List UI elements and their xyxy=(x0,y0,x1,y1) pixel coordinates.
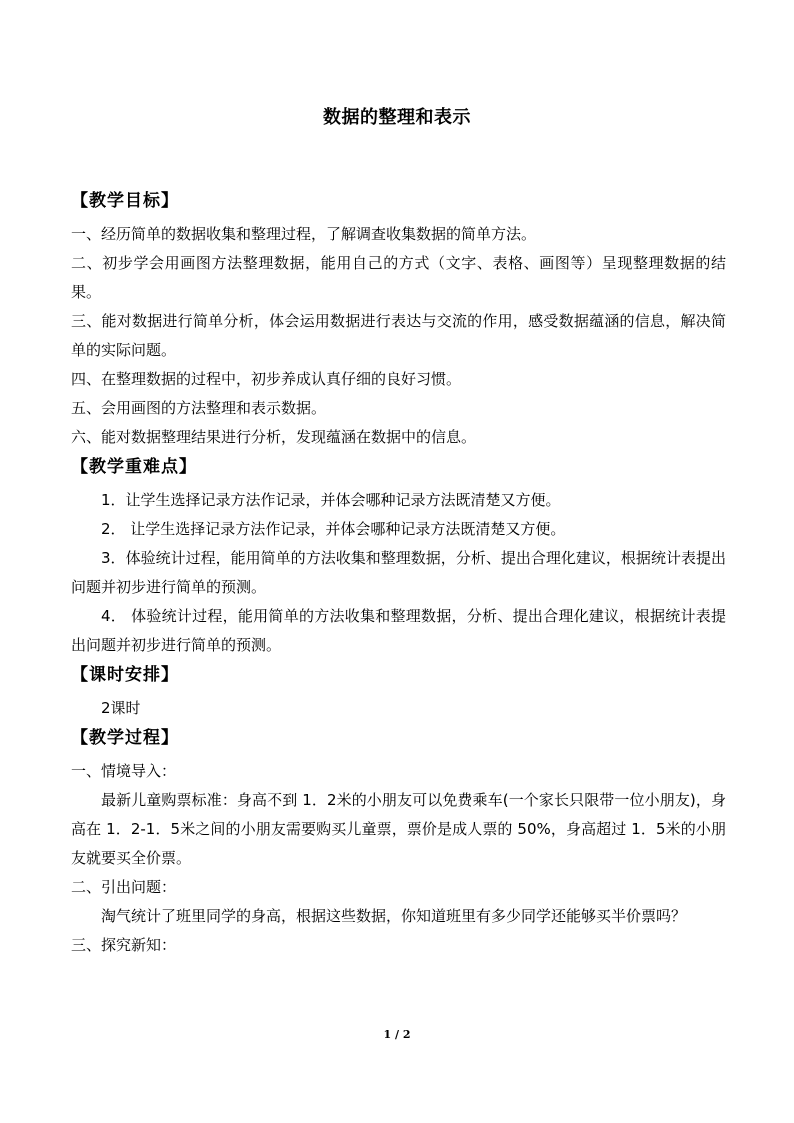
key-point-item: 2． 让学生选择记录方法作记录，并体会哪种记录方法既清楚又方便。 xyxy=(101,520,566,538)
goal-item: 三、能对数据进行简单分析，体会运用数据进行表达与交流的作用，感受数据蕴涵的信息，解决简单的实际问题。 xyxy=(71,312,726,359)
key-point-item: 4． 体验统计过程，能用简单的方法收集和整理数据，分析、提出合理化建议，根据统计表提出问题并初步进行简单的预测。 xyxy=(71,607,726,654)
process-step-label: 二、引出问题： xyxy=(71,878,177,896)
goal-item: 二、初步学会用画图方法整理数据，能用自己的方式（文字、表格、画图等）呈现整理数据的结果。 xyxy=(71,254,726,301)
goal-item: 五、会用画图的方法整理和表示数据。 xyxy=(71,399,327,417)
goal-item: 四、在整理数据的过程中，初步养成认真仔细的良好习惯。 xyxy=(71,370,462,388)
goal-item: 六、能对数据整理结果进行分析，发现蕴涵在数据中的信息。 xyxy=(71,428,477,446)
section-heading: 【教学目标】 xyxy=(71,191,179,211)
process-step-text: 淘气统计了班里同学的身高，根据这些数据，你知道班里有多少同学还能够买半价票吗？ xyxy=(101,907,687,925)
goal-item: 一、经历简单的数据收集和整理过程，了解调查收集数据的简单方法。 xyxy=(71,225,537,243)
section-teaching-goals xyxy=(71,186,726,452)
section-heading: 【教学过程】 xyxy=(71,728,179,748)
process-step-text: 最新儿童购票标准：身高不到 1．2米的小朋友可以免费乘车(一个家长只限带一位小朋友)，身高在 1．2-1．5米之间的小朋友需要购买儿童票，票价是成人票的 50%，身高超过 1．5米的小朋友就要买全价票。 xyxy=(71,791,726,867)
section-key-points xyxy=(71,452,726,660)
section-heading: 【课时安排】 xyxy=(71,665,179,685)
page-number: 1 / 2 xyxy=(383,1028,411,1041)
section-teaching-process xyxy=(71,723,726,960)
section-heading: 【教学重难点】 xyxy=(71,457,197,477)
key-point-item: 1．让学生选择记录方法作记录，并体会哪种记录方法既清楚又方便。 xyxy=(101,491,561,509)
key-point-item: 3．体验统计过程，能用简单的方法收集和整理数据，分析、提出合理化建议，根据统计表提出问题并初步进行简单的预测。 xyxy=(71,549,726,596)
section-schedule xyxy=(71,660,726,723)
document-body xyxy=(71,186,726,960)
process-step-label: 三、探究新知： xyxy=(71,936,177,954)
process-step-label: 一、情境导入： xyxy=(71,762,177,780)
page-title: 数据的整理和表示 xyxy=(323,107,471,128)
schedule-text: 2课时 xyxy=(101,699,141,717)
